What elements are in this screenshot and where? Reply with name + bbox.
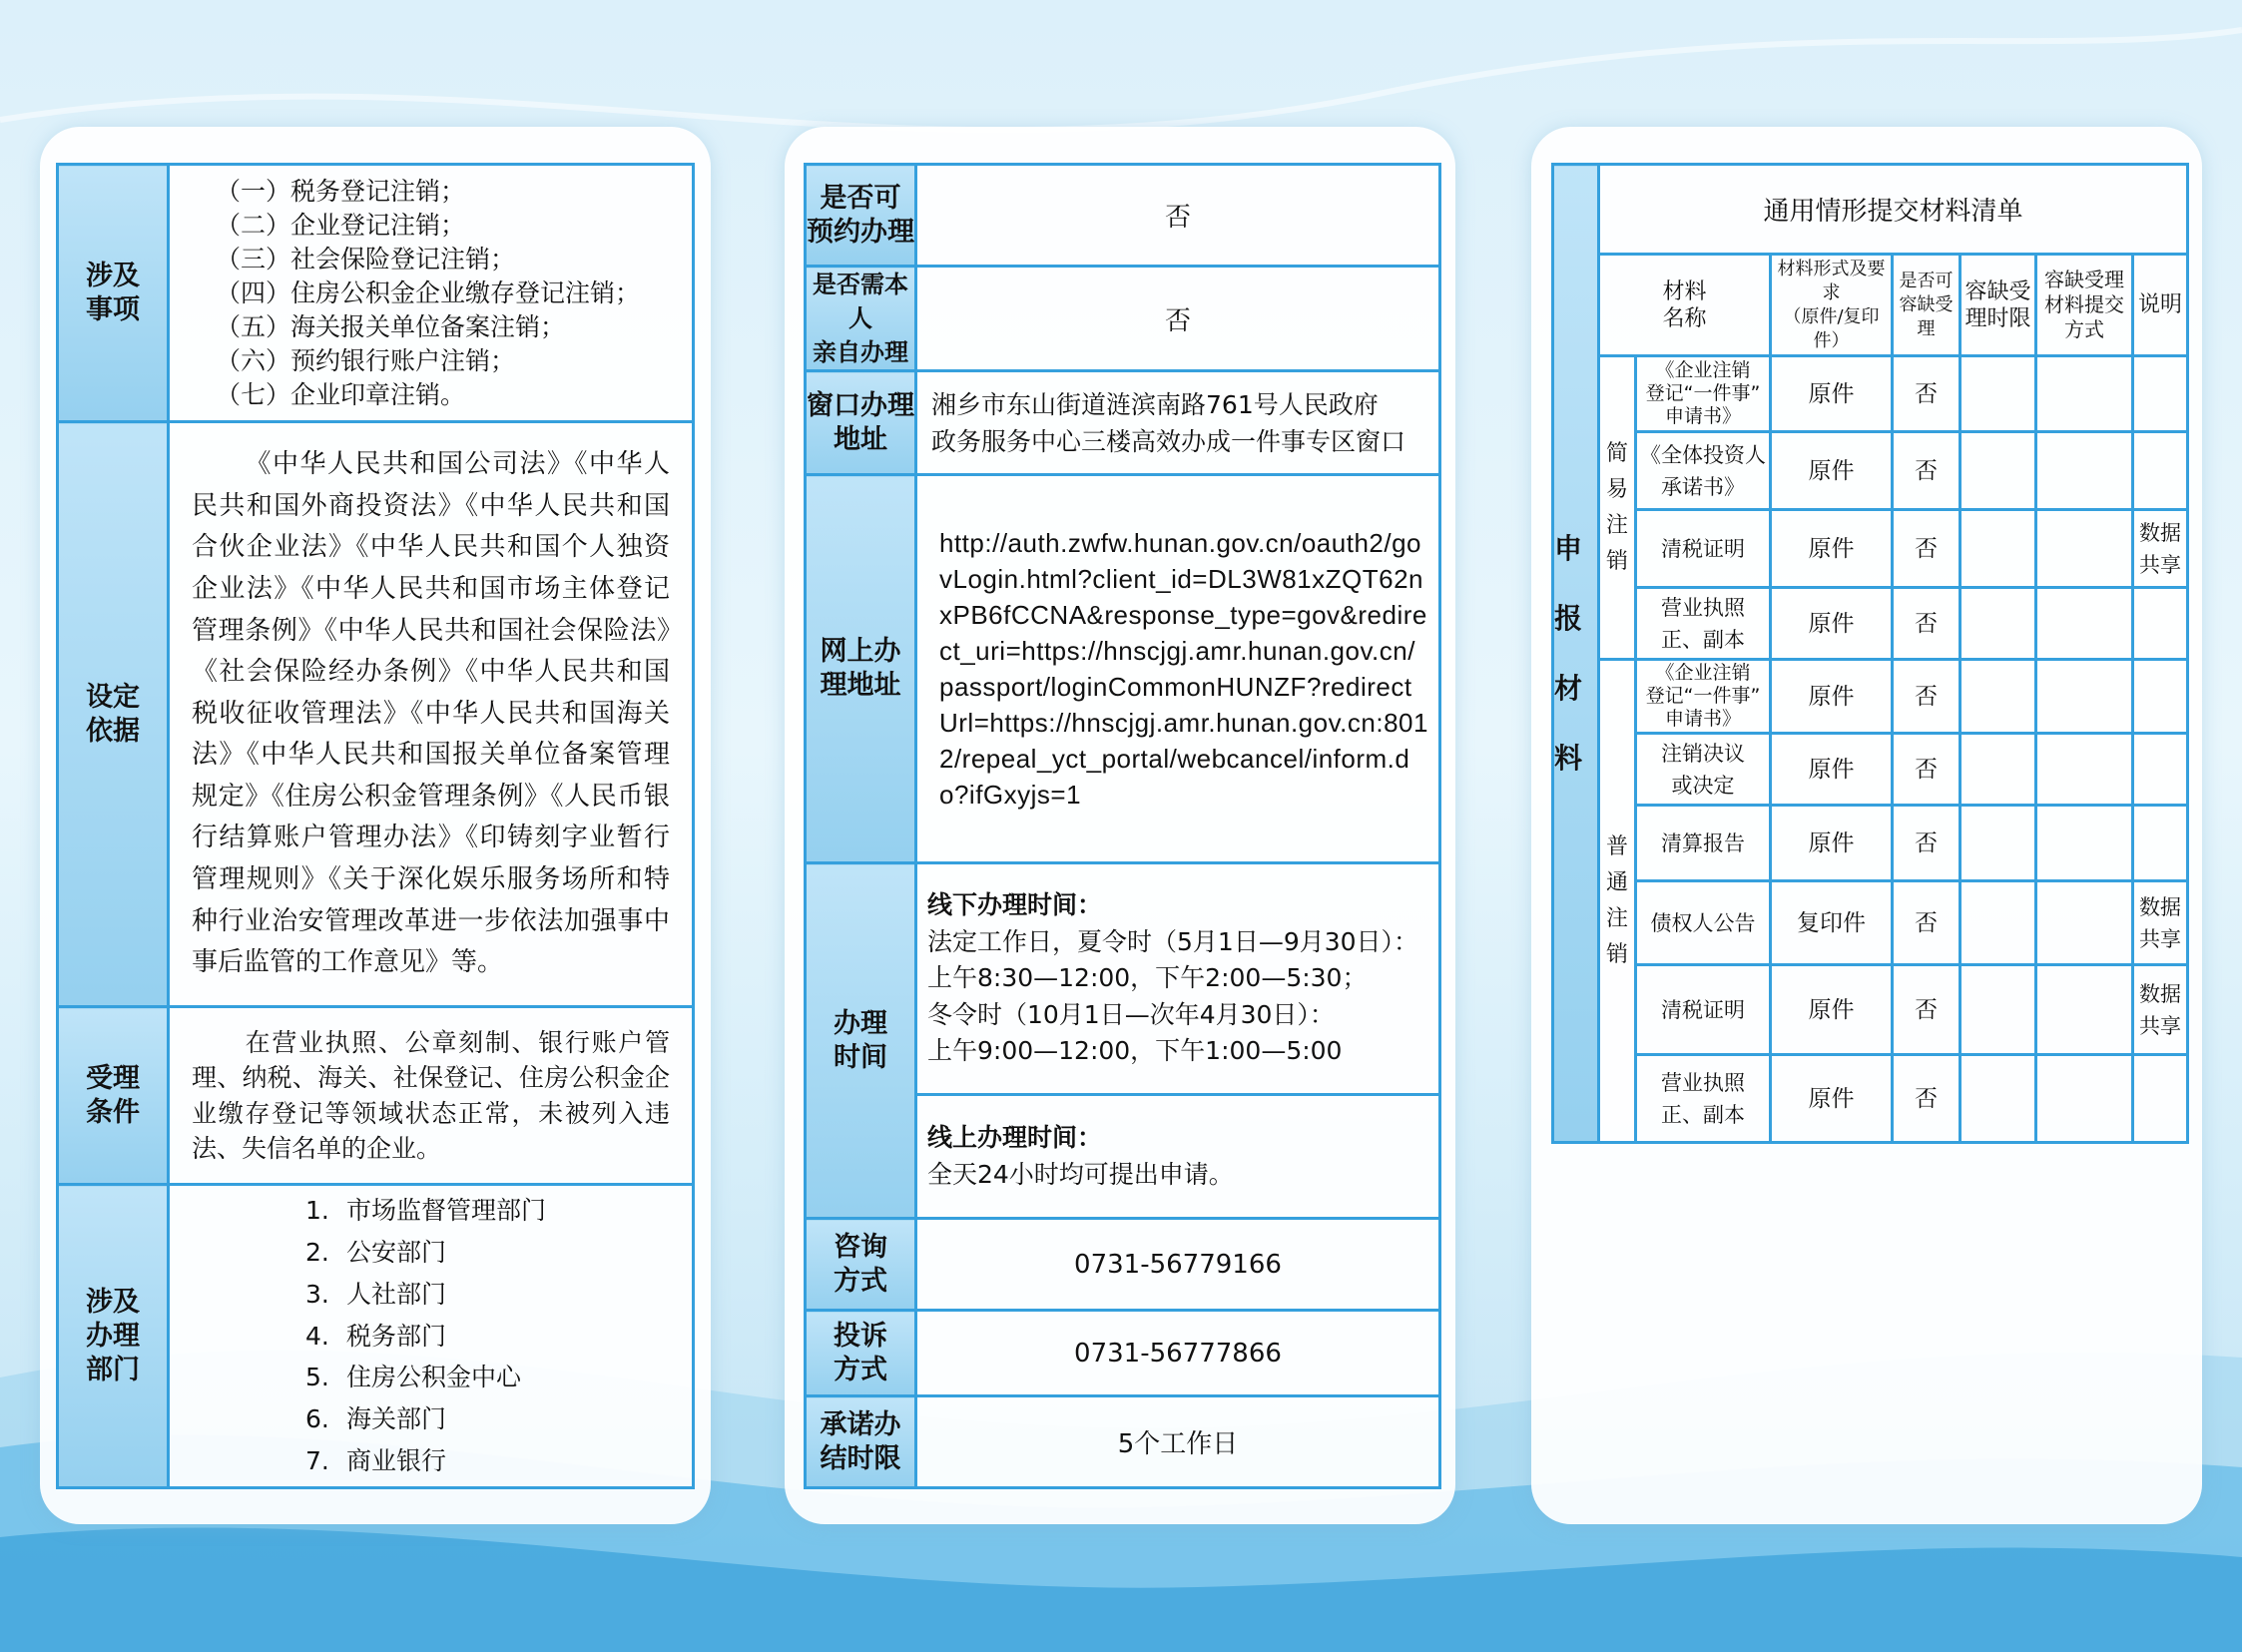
material-form: 原件 xyxy=(1771,734,1893,806)
dept-number: 1. xyxy=(305,1196,329,1226)
matters-list xyxy=(169,165,694,422)
group-char: 销 xyxy=(1605,548,1628,574)
material-form: 原件 xyxy=(1771,1055,1893,1143)
material-form: 原件 xyxy=(1771,432,1893,510)
matter-item: （一）税务登记注销； xyxy=(216,176,466,206)
col-header-method: 容缺受理 材料提交 方式 xyxy=(2036,255,2133,356)
material-name-line: 清税证明 xyxy=(1661,536,1745,561)
material-name xyxy=(1636,432,1771,510)
material-method xyxy=(2036,734,2133,806)
basis-text: 《中华人民共和国公司法》《中华人民共和国外商投资法》《中华人民共和国合伙企业法》《中华人民共和国个人独资企业法》《中华人民共和国市场主体登记管理条例》《中华人民共和国社会保险法》《社会保险经办条例》《中华人民共和国税收征收管理法》《中华人民共和国海关法》《中华人民共和国报关单位备案管理规定》《住房公积金管理条例》《人民币银行结算账户管理办法》《印铸刻字业暂行管理规则》《关于深化娱乐服务场所和特种行业治安管理改革进一步依法加强事中事后监管的工作意见》等。 xyxy=(169,422,694,1007)
dept-number: 7. xyxy=(305,1445,329,1475)
complaint-phone[interactable]: 0731-56777866 xyxy=(916,1311,1440,1396)
material-deadline xyxy=(1961,660,2036,734)
material-missing: 否 xyxy=(1893,510,1961,588)
material-missing: 否 xyxy=(1893,432,1961,510)
material-note-line: 共享 xyxy=(2139,552,2182,577)
material-method xyxy=(2036,432,2133,510)
material-note xyxy=(2133,806,2188,881)
dept-item xyxy=(170,1398,692,1440)
dept-name: 税务部门 xyxy=(346,1321,447,1351)
matter-item: （二）企业登记注销； xyxy=(216,210,466,240)
appointment-value: 否 xyxy=(916,165,1440,267)
material-name xyxy=(1636,806,1771,881)
group-char: 注 xyxy=(1605,905,1628,931)
table-row xyxy=(1553,510,2188,588)
table-row xyxy=(1553,356,2188,432)
in-person-label: 是否需本人 亲自办理 xyxy=(806,267,916,371)
window-label: 窗口办理 地址 xyxy=(806,371,916,475)
window-address: 湘乡市东山街道涟滨南路761号人民政府 政务服务中心三楼高效办成一件事专区窗口 xyxy=(916,371,1440,475)
dept-number: 3. xyxy=(305,1279,329,1309)
depts-label: 涉及 办理 部门 xyxy=(58,1185,169,1488)
material-name xyxy=(1636,734,1771,806)
material-form: 原件 xyxy=(1771,356,1893,432)
material-missing: 否 xyxy=(1893,1055,1961,1143)
info-table-left xyxy=(56,163,695,1489)
appointment-label: 是否可 预约办理 xyxy=(806,165,916,267)
material-missing: 否 xyxy=(1893,734,1961,806)
material-form: 原件 xyxy=(1771,660,1893,734)
material-form: 复印件 xyxy=(1771,881,1893,965)
table-row xyxy=(1553,1055,2188,1143)
material-method xyxy=(2036,965,2133,1055)
online-label: 网上办 理地址 xyxy=(806,475,916,863)
material-note xyxy=(2133,510,2188,588)
col-header-missing: 是否可 容缺受理 xyxy=(1893,255,1961,356)
material-deadline xyxy=(1961,734,2036,806)
material-name-line: 债权人公告 xyxy=(1650,910,1756,935)
table-row xyxy=(1553,588,2188,660)
material-name-line: 申请书》 xyxy=(1664,708,1741,730)
online-hours: 线上办理时间： 全天24小时均可提出申请。 xyxy=(916,1095,1440,1219)
matter-item: （五）海关报关单位备案注销； xyxy=(216,311,566,341)
dept-name: 住房公积金中心 xyxy=(346,1363,522,1392)
online-url-link[interactable]: http://auth.zwfw.hunan.gov.cn/oauth2/govLogin.html?client_id=DL3W81xZQT62nxPB6fCCNA&response_type=gov&redirect_uri=https://hnscjgj.amr.hunan.gov.cn/passport/loginCommonHUNZF?redirectUrl=https://hnscjgj.amr.hunan.gov.cn:8012/repeal_yct_portal/webcancel/inform.do?ifGxyjs=1 xyxy=(916,475,1440,863)
material-note-line: 数据 xyxy=(2139,894,2182,919)
material-name xyxy=(1636,510,1771,588)
material-deadline xyxy=(1961,432,2036,510)
material-name-line: 《全体投资人 xyxy=(1640,442,1766,467)
material-name-line: 正、副本 xyxy=(1661,1102,1745,1127)
material-deadline xyxy=(1961,806,2036,881)
material-name-line: 营业执照 xyxy=(1661,595,1745,620)
dept-item xyxy=(170,1190,692,1232)
material-form: 原件 xyxy=(1771,510,1893,588)
dept-number: 2. xyxy=(305,1238,329,1267)
group-char: 通 xyxy=(1605,869,1628,895)
material-note-line: 共享 xyxy=(2139,1013,2182,1038)
material-note xyxy=(2133,1055,2188,1143)
col-header-deadline: 容缺受 理时限 xyxy=(1961,255,2036,356)
conditions-label: 受理 条件 xyxy=(58,1007,169,1185)
material-missing: 否 xyxy=(1893,356,1961,432)
basis-label: 设定 依据 xyxy=(58,422,169,1007)
consult-phone[interactable]: 0731-56779166 xyxy=(916,1219,1440,1311)
group-normal-label xyxy=(1599,660,1636,1143)
material-deadline xyxy=(1961,588,2036,660)
material-name-line: 清税证明 xyxy=(1661,997,1745,1022)
material-missing: 否 xyxy=(1893,660,1961,734)
group-simple-label xyxy=(1599,356,1636,660)
dept-name: 人社部门 xyxy=(346,1279,447,1309)
matter-item: （三）社会保险登记注销； xyxy=(216,244,516,274)
material-name xyxy=(1636,588,1771,660)
material-missing: 否 xyxy=(1893,806,1961,881)
material-name-line: 清算报告 xyxy=(1661,830,1745,855)
dept-item xyxy=(170,1316,692,1358)
table-row xyxy=(1553,432,2188,510)
material-name-line: 登记“一件事” xyxy=(1645,685,1761,707)
material-name-line: 正、副本 xyxy=(1661,627,1745,652)
material-method xyxy=(2036,356,2133,432)
dept-name: 市场监督管理部门 xyxy=(346,1196,547,1226)
material-missing: 否 xyxy=(1893,965,1961,1055)
promise-label: 承诺办 结时限 xyxy=(806,1396,916,1488)
complaint-label: 投诉 方式 xyxy=(806,1311,916,1396)
material-name-line: 营业执照 xyxy=(1661,1070,1745,1095)
material-note xyxy=(2133,432,2188,510)
group-char: 销 xyxy=(1605,941,1628,967)
material-deadline xyxy=(1961,356,2036,432)
materials-side-label: 申 报 材 料 xyxy=(1553,165,1599,1143)
conditions-text: 在营业执照、公章刻制、银行账户管理、纳税、海关、社保登记、住房公积金企业缴存登记等领域状态正常，未被列入违法、失信名单的企业。 xyxy=(169,1007,694,1185)
material-name xyxy=(1636,356,1771,432)
material-form: 原件 xyxy=(1771,965,1893,1055)
material-note xyxy=(2133,588,2188,660)
material-note xyxy=(2133,965,2188,1055)
dept-number: 6. xyxy=(305,1404,329,1434)
material-name-line: 或决定 xyxy=(1671,773,1735,798)
dept-item xyxy=(170,1274,692,1316)
material-name-line: 申请书》 xyxy=(1664,405,1741,427)
material-note xyxy=(2133,881,2188,965)
material-method xyxy=(2036,1055,2133,1143)
dept-item xyxy=(170,1232,692,1274)
matter-item: （六）预约银行账户注销； xyxy=(216,345,516,375)
material-method xyxy=(2036,660,2133,734)
material-method xyxy=(2036,588,2133,660)
col-header-name: 材料 名称 xyxy=(1599,255,1771,356)
material-name xyxy=(1636,660,1771,734)
material-name xyxy=(1636,1055,1771,1143)
material-name-line: 《企业注销 xyxy=(1655,662,1751,684)
material-deadline xyxy=(1961,510,2036,588)
group-char: 简 xyxy=(1605,440,1628,466)
dept-number: 4. xyxy=(305,1321,329,1351)
group-char: 普 xyxy=(1605,833,1628,859)
table-row xyxy=(1553,734,2188,806)
hours-label: 办理 时间 xyxy=(806,863,916,1219)
matters-label: 涉及 事项 xyxy=(58,165,169,422)
matter-item: （七）企业印章注销。 xyxy=(216,379,466,409)
table-row xyxy=(1553,806,2188,881)
material-deadline xyxy=(1961,881,2036,965)
material-name xyxy=(1636,881,1771,965)
dept-item xyxy=(170,1357,692,1398)
col-header-form: 材料形式及要求 （原件/复印件） xyxy=(1771,255,1893,356)
material-name-line: 承诺书》 xyxy=(1661,474,1745,499)
in-person-value: 否 xyxy=(916,267,1440,371)
material-form: 原件 xyxy=(1771,806,1893,881)
material-note xyxy=(2133,660,2188,734)
material-method xyxy=(2036,806,2133,881)
materials-table-title: 通用情形提交材料清单 xyxy=(1599,165,2188,255)
col-header-note: 说明 xyxy=(2133,255,2188,356)
material-note xyxy=(2133,734,2188,806)
material-method xyxy=(2036,881,2133,965)
group-char: 注 xyxy=(1605,512,1628,538)
dept-number: 5. xyxy=(305,1363,329,1392)
dept-name: 海关部门 xyxy=(346,1404,447,1434)
promise-value: 5个工作日 xyxy=(916,1396,1440,1488)
material-note-line: 数据 xyxy=(2139,981,2182,1006)
material-name-line: 登记“一件事” xyxy=(1645,382,1761,404)
material-note-line: 数据 xyxy=(2139,520,2182,545)
material-note-line: 共享 xyxy=(2139,926,2182,951)
group-char: 易 xyxy=(1605,476,1628,502)
material-method xyxy=(2036,510,2133,588)
info-table-middle xyxy=(804,163,1441,1489)
consult-label: 咨询 方式 xyxy=(806,1219,916,1311)
material-name-line: 注销决议 xyxy=(1661,741,1745,766)
dept-name: 商业银行 xyxy=(346,1445,447,1475)
depts-list xyxy=(169,1185,694,1488)
material-deadline xyxy=(1961,965,2036,1055)
dept-name: 公安部门 xyxy=(346,1238,447,1267)
table-row xyxy=(1553,660,2188,734)
material-form: 原件 xyxy=(1771,588,1893,660)
offline-hours: 线下办理时间： 法定工作日，夏令时（5月1日—9月30日）： 上午8:30—12:00，下午2:00—5:30； 冬令时（10月1日—次年4月30日）： 上午9:00—12:00，下午1:00—5:00 xyxy=(916,863,1440,1095)
material-name-line: 《企业注销 xyxy=(1655,359,1751,381)
table-row xyxy=(1553,881,2188,965)
table-row xyxy=(1553,965,2188,1055)
dept-item xyxy=(170,1440,692,1482)
matter-item: （四）住房公积金企业缴存登记注销； xyxy=(216,277,641,307)
material-note xyxy=(2133,356,2188,432)
material-missing: 否 xyxy=(1893,881,1961,965)
materials-table xyxy=(1551,163,2189,1144)
material-deadline xyxy=(1961,1055,2036,1143)
material-missing: 否 xyxy=(1893,588,1961,660)
material-name xyxy=(1636,965,1771,1055)
